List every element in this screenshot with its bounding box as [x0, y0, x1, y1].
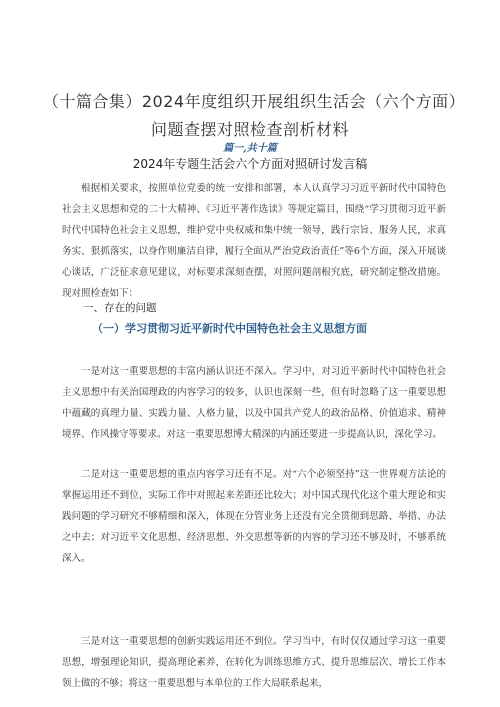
subsection-heading: （一）学习贯彻习近平新时代中国特色社会主义思想方面: [92, 322, 367, 335]
speech-title: 2024年专题生活会六个方面对照研讨发言稿: [132, 157, 368, 171]
chapter-label: 篇一,共十篇: [223, 143, 277, 154]
body-paragraph-2: 二是对这一重要思想的重点内容学习还有不足。对“六个必须坚持”这一世界观方法论的掌握运用还不到位，实际工作中对照起来差距还比较大；对中国式现代化这个重大理论和实践问题的学习研究不够精细和深入，体现在分管业务上还没有完全贯彻到思路、举措、办法之中去；对习近平文化思想、经济思想、外交思想等新的内容的学习还不够及时，不够系统深入。: [62, 469, 446, 565]
document-title: （十篇合集）2024年度组织开展组织生活会（六个方面）问题查摆对照检查剖析材料: [42, 92, 458, 139]
body-paragraph-1: 一是对这一重要思想的丰富内涵认识还不深入。学习中，对习近平新时代中国特色社会主义思想中有关治国理政的内容学习的较多，认识也深刻一些，但有时忽略了这一重要思想中蕴藏的真理力量、实践力量、人格力量，以及中国共产党人的政治品格、价值追求、精神境界、作风操守等要求。对这一重要思想博大精深的内涵还要进一步提高认识，深化学习。: [62, 366, 446, 441]
section-heading: 一、存在的问题: [83, 302, 157, 314]
intro-paragraph: 根据相关要求，按照单位党委的统一安排和部署，本人认真学习习近平新时代中国特色社会主义思想和党的二十大精神、《习近平著作选读》等规定篇目，围绕“学习贯彻习近平新时代中国特色社会主义思想，维护党中央权威和集中统一领导，践行宗旨、服务人民，求真务实、狠抓落实，以身作则廉洁自律，履行全面从严治党政治责任”等6个方面，深入开展谈心谈话，广泛征求意见建议，对标要求深刻查摆，对照问题剖根究底，研究制定整改措施。现对照检查如下：: [62, 183, 446, 300]
body-paragraph-3: 三是对这一重要思想的创新实践运用还不到位。学习当中，有时仅仅通过学习这一重要思想，增强理论知识，提高理论素养，在转化为训练思维方式、提升思维层次、增长工作本领上做的不够；将这一重要思想与本单位的工作大局联系起来，: [62, 636, 446, 690]
